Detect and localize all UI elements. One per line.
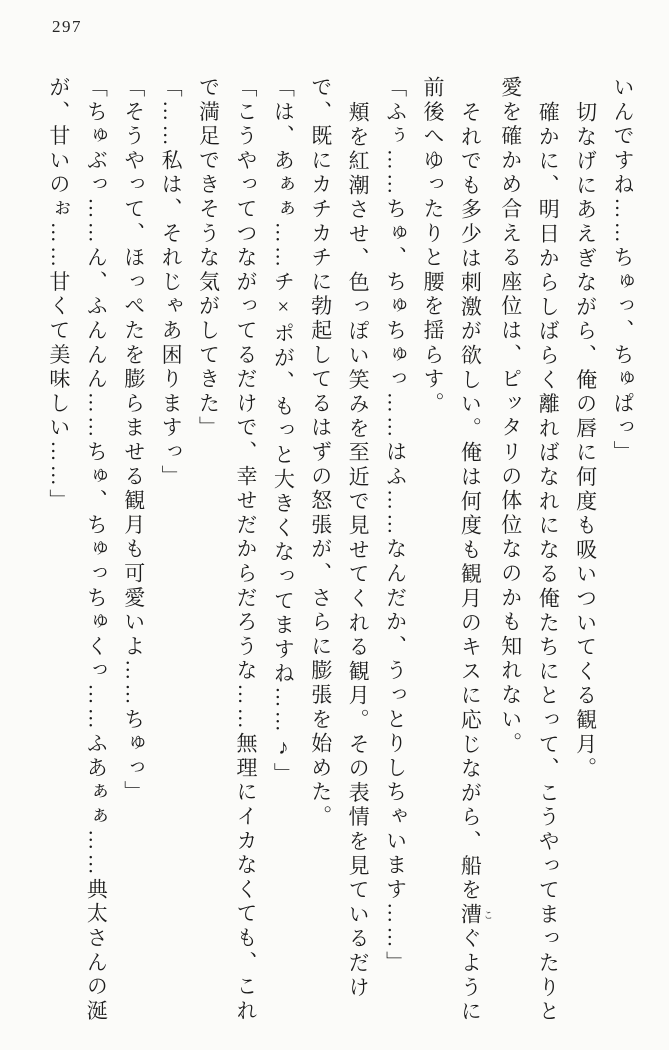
paragraph-dialogue: 「ちゅぶっ……ん、ふんんん……ちゅ、ちゅっちゅくっ……ふあぁぁ……典太さんの涎が、甘いのぉ……甘くて美味しい……」	[46, 76, 109, 1024]
paragraph-dialogue: 「そうやって、ほっぺたを膨らませる観月も可愛いよ……ちゅっ」	[121, 76, 146, 805]
kanji-base: 漕	[458, 902, 483, 928]
vertical-text-block	[35, 76, 641, 1036]
page-number: 297	[52, 17, 82, 36]
paragraph-dialogue: 「は、あぁぁ……チ×ポが、もっと大きくなってますね……♪」	[271, 76, 296, 787]
furigana-text: こ	[481, 902, 492, 928]
paragraph-narration: 切なげにあえぎながら、俺の唇に何度も吸いついてくる観月。	[573, 101, 598, 782]
narration-segment: ぐように前後へゆったりと腰を揺らす。	[420, 76, 483, 1025]
paragraph-dialogue: 「こうやってつながってるだけで、幸せだからだろうな……無理にイカなくても、これで満足できそうな気がしてきた」	[196, 76, 258, 1024]
paragraph-dialogue: 「……私は、それじゃあ困りますっ」	[159, 76, 184, 490]
paragraph-narration: 確かに、明日からしばらく離ればなれになる俺たちにとって、こうやってまったりと愛を確かめ合える座位は、ピッタリの体位なのかも知れない。	[498, 76, 561, 1025]
paragraph-narration: 頬を紅潮させ、色っぽい笑みを至近で見せてくれる観月。その表情を見ているだけで、既にカチカチに勃起してるはずの怒張が、さらに膨張を始めた。	[308, 76, 371, 1001]
furigana-annotated-kanji	[458, 902, 492, 928]
paragraph-narration-with-furigana	[414, 76, 492, 1036]
paragraph-dialogue-continued: いんですね……ちゅっ、ちゅぱっ」	[611, 76, 635, 465]
paragraph-dialogue: 「ふぅ……ちゅ、ちゅちゅっ……はふ……なんだか、うっとりしちゃいます……」	[383, 76, 408, 976]
narration-segment: それでも多少は刺激が欲しい。俺は何度も観月のキスに応じながら、船を	[458, 101, 483, 903]
